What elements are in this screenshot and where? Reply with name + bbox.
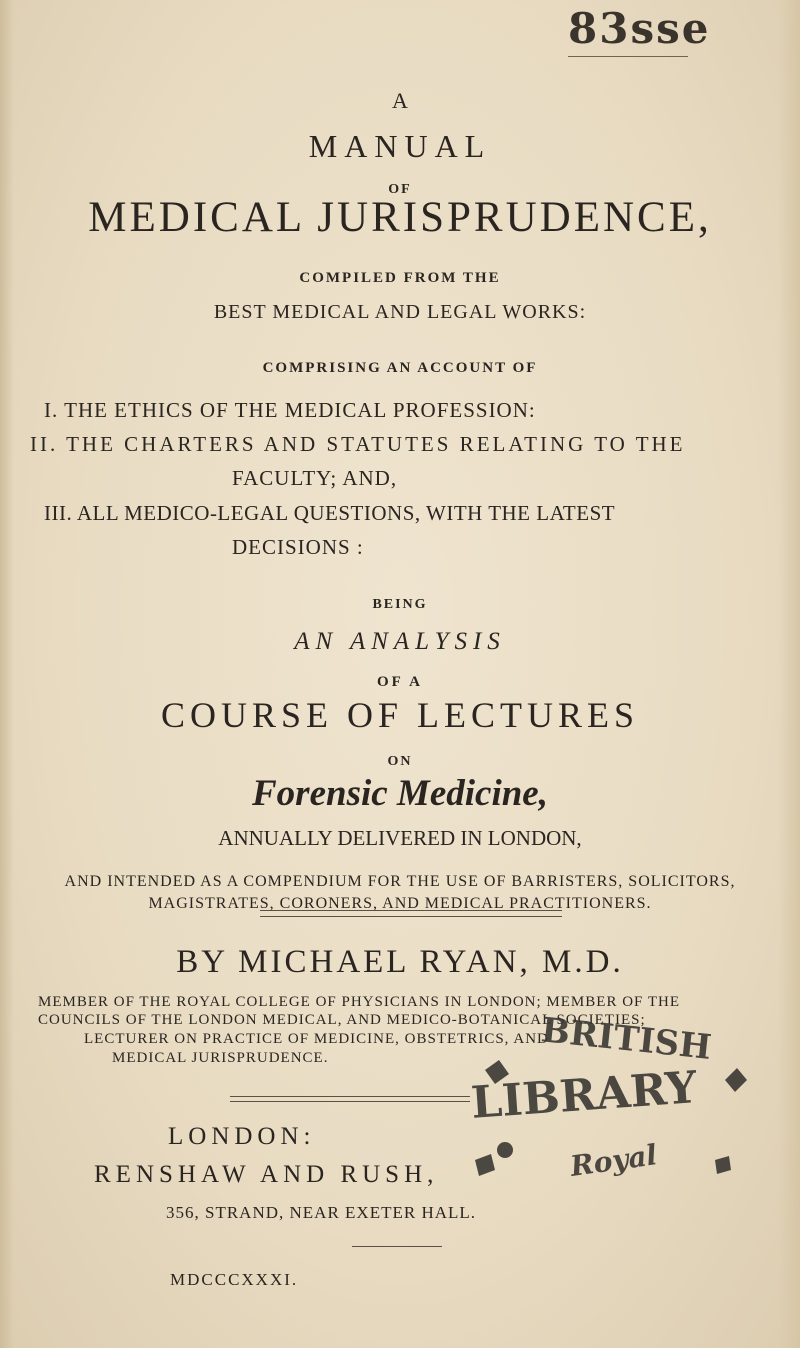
contents-item-2-cont: FACULTY; AND, <box>232 466 398 490</box>
course-of-lectures: COURSE OF LECTURES <box>160 695 640 735</box>
author-line: BY MICHAEL RYAN, M.D. <box>176 944 624 980</box>
forensic-medicine: Forensic Medicine, <box>252 773 548 814</box>
stamp-middle-text: LIBRARY <box>469 1062 699 1129</box>
divider-rule <box>260 910 562 917</box>
imprint-date: MDCCCXXXI. <box>170 1270 299 1289</box>
divider-rule-short <box>352 1246 442 1247</box>
stamp-dot <box>497 1142 513 1158</box>
comprising-line: COMPRISING AN ACCOUNT OF <box>262 360 538 376</box>
membership-line-4: MEDICAL JURISPRUDENCE. <box>112 1050 329 1066</box>
shelfmark-number: 83sse <box>568 4 711 53</box>
stamp-top-text: BRITISH <box>539 1010 714 1068</box>
divider-rule-lower <box>230 1096 470 1102</box>
contents-item-3: III. ALL MEDICO-LEGAL QUESTIONS, WITH THE LATEST <box>44 501 616 525</box>
main-title: MEDICAL JURISPRUDENCE, <box>88 194 712 241</box>
contents-item-1: I. THE ETHICS OF THE MEDICAL PROFESSION: <box>44 398 536 422</box>
contents-item-2: II. THE CHARTERS AND STATUTES RELATING TO THE <box>30 432 686 456</box>
on-line: ON <box>387 754 413 769</box>
annually-delivered: ANNUALLY DELIVERED IN LONDON, <box>218 826 582 850</box>
shelfmark <box>568 4 758 64</box>
analysis-line: AN ANALYSIS <box>294 628 506 655</box>
intended-line-1: AND INTENDED AS A COMPENDIUM FOR THE USE OF BARRISTERS, SOLICITORS, <box>64 873 736 890</box>
imprint-address: 356, STRAND, NEAR EXETER HALL. <box>166 1203 477 1222</box>
connector-of: OF <box>388 182 412 197</box>
membership-line-1: MEMBER OF THE ROYAL COLLEGE OF PHYSICIANS IN LONDON; MEMBER OF THE <box>38 994 681 1010</box>
library-stamp <box>445 1010 765 1230</box>
article-a: A <box>392 88 408 113</box>
stamp-bottom-text: Royal <box>568 1138 660 1183</box>
imprint-publisher: RENSHAW AND RUSH, <box>94 1161 439 1188</box>
imprint-place: LONDON: <box>168 1123 316 1150</box>
intended-line-2: MAGISTRATES, CORONERS, AND MEDICAL PRACTITIONERS. <box>148 895 652 912</box>
title-manual: MANUAL <box>308 128 492 164</box>
shelfmark-underline <box>568 56 688 57</box>
of-a-line: OF A <box>376 674 424 690</box>
stamp-ornament-right <box>715 1068 747 1174</box>
best-works: BEST MEDICAL AND LEGAL WORKS: <box>213 301 587 323</box>
being-line: BEING <box>372 597 428 612</box>
compiled-from: COMPILED FROM THE <box>299 270 501 286</box>
membership-line-2: COUNCILS OF THE LONDON MEDICAL, AND MEDICO-BOTANICAL SOCIETIES; <box>38 1012 646 1028</box>
contents-item-3-cont: DECISIONS : <box>232 535 364 559</box>
membership-line-3: LECTURER ON PRACTICE OF MEDICINE, OBSTETRICS, AND <box>84 1031 549 1047</box>
